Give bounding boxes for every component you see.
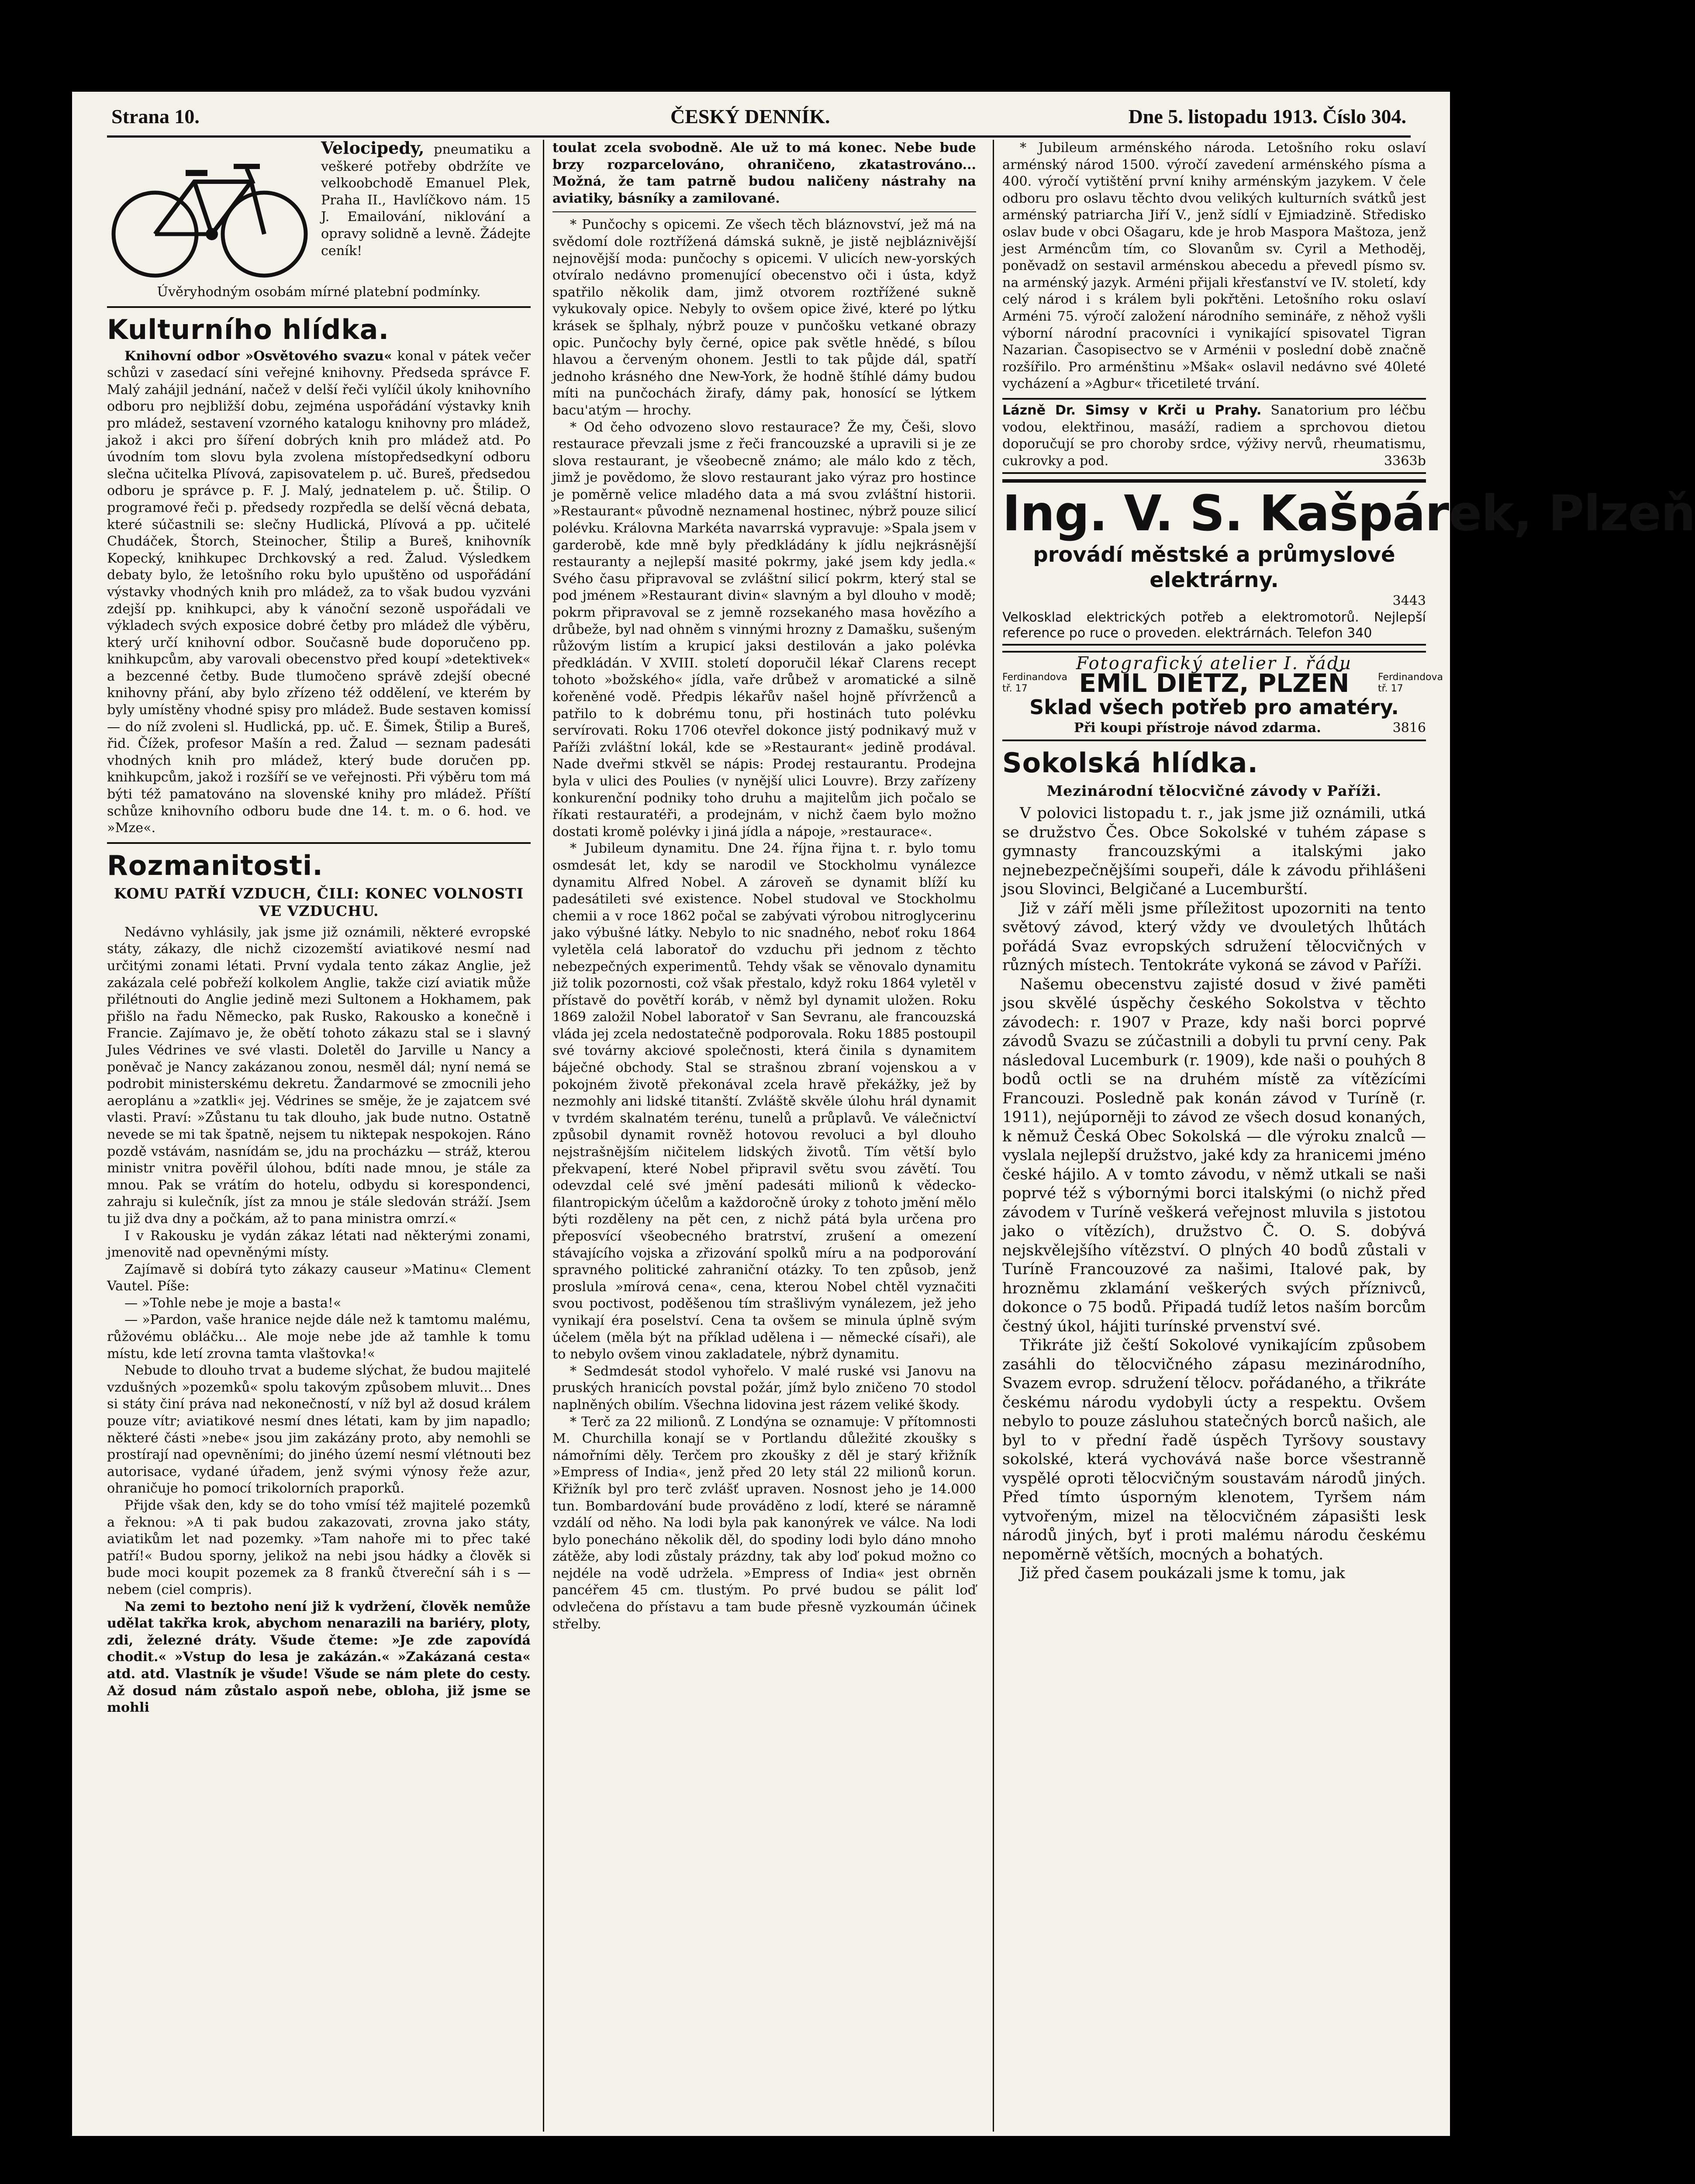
bicycle-icon — [107, 142, 312, 282]
divider — [552, 211, 976, 212]
paragraph: * Od čeho odvozeno slovo restaurace? Že my, Češi, slovo restaurace převzali jsme z řeči francouzské a upravili si je ze slova restaurant, je všeobecně známo; ale málo kdo z těch, jimž je povědomo, že slovo restaurant jako výraz pro hostince je poměrně velice mladého data a má svou zvláštní historii. »Restaurant« původně neznamenal hostinec, nýbrž pouze silicí polévku. Královna Markéta navarrská vypravuje: »Spala jsem v garderobě, kde mně byly předkládány k jídlu nejkrásnější restauranty a nejlepší masité pokrmy, jaké jsem kdy jedla.« Svého času připravoval se zvláštní silicí pokrm, který stal se pod jménem »Restaurant divin« slavným a byl dlouho v modě; pokrm připravoval se z jemně rozsekaného masa hovězího a drůbeže, byl nad ohněm s vinnými hrozny z Damašku, sušeným růžovým listím a krupicí jaksi destilován a jako polévka předkládán. V XVIII. století doporučil lékař Clarens recept tohoto »božského« jídla, vaře drůbež v aromatické a silně kořeněné vodě. Předpis lékařův našel hojně přívrženců a patřilo to k dobrému tonu, při hostinách tuto polévku servírovati. Roku 1706 otevřel dokonce jistý podnikavý muž v Paříži zvláštní lokál, kde se »Restaurant« jedině prodával. Nade dveřmi stkvěl se nápis: Prodej restaurantu. Prodejna byla v ulici des Poulies (v nynější ulici Louvre). Brzy zařízeny konkurenční podniky toho druhu a majitelům jich počalo se říkati restauratéři, a prodejnám, v nichž čaem bylo možno dostati kromě polévky i jiná jídla a nápoje, »restaurace«. — [552, 419, 976, 840]
culture-lead: Knihovní odbor »Osvětového svazu« — [124, 348, 392, 364]
dietz-top: Fotografický atelier I. řádu — [1076, 653, 1353, 674]
article-title: KOMU PATŘÍ VZDUCH, ČILI: KONEC VOLNOSTI VE VZDUCHU. — [114, 885, 524, 919]
column-2 — [552, 140, 976, 2132]
bike-ad-text: pneumatiku a veškeré potřeby obdržíte ve velkoobchodě Emanuel Plek, Praha II., Havlíčkovo nám. 15 J. Emailování, niklování a opravy solidně a levně. Žádejte ceník! — [321, 142, 531, 259]
paragraph: * Punčochy s opicemi. Ze všech těch bláznovství, jež má na svědomí dole roztřížená dámská sukně, je jistě nejbláznivější nejnovější moda: punčochy s opicemi. V ulicích new-yorských otvíralo nedávno promenující obecenstvo oči i ústa, když spatřilo několik dam, jimž otvorem roztřížené sukně vykukovaly opice. Nebyly to ovšem opice živé, které po lýtku krásek se šplhaly, nýbrž pouze v punčošku vetkané obrazy opic. Punčochy byly černé, opice pak světle hnědé, s bílou hlavou a červeným ohonem. Jestli to tak půjde dál, spatří jednoho krásného dne New-York, že hodně štíhlé dámy budou míti na punčochách žirafy, dámy pak, honosící se lýtkem bacu'atým — hrochy. — [552, 217, 976, 418]
lazne-ad — [1002, 398, 1426, 474]
sokol-subtitle: Mezinárodní tělocvičné závody v Paříži. — [1046, 782, 1382, 800]
paragraph: I v Rakousku je vydán zákaz létati nad některými zonami, jmenovitě nad opevněnými místy. — [107, 1228, 531, 1261]
paragraph: * Sedmdesát stodol vyhořelo. V malé ruské vsi Janovu na pruských hranicích povstal požár, jímž bylo zničeno 70 stodol naplněných obilím. Všechna lidovina jest rázem veliké škody. — [552, 1363, 976, 1413]
paragraph: Nebude to dlouho trvat a budeme slýchat, že budou majitelé vzdušných »pozemků« spolu takovým způsobem mluvit... Dnes si státy činí práva nad nekonečností, v níž byl až dosud králem pouze vítr; aviatikové nesmí dnes létati, kam by jim napadlo; některé části »nebe« jsou jim zakázány proto, aby nemohli se prostírají nad opevněními; do jiného území nesmí vlétnouti bez autorisace, vydané úřadem, jenž svými výnosy řeže azur, ohraničuje ho pomocí trikolorních praporků. — [107, 1363, 531, 1496]
dietz-sub: Sklad všech potřeb pro amatéry. — [1029, 695, 1399, 719]
paragraph: Nedávno vyhlásily, jak jsme již oznámili, některé evropské státy, zákazy, dle nichž cizozemští aviatikové nesmí nad určitými zonami létati. První vydala tento zákaz Anglie, jež zakázala celé pobřeží kolkolem Anglie, takže cizí aviatik může přilétnouti do Anglie jedině mezi Sultonem a Hokhamem, pak přišlo na řadu Německo, pak Rusko, Rakousko a konečně i Francie. Zajímavo je, že obětí tohoto zákazu stal se i slavný Jules Védrines ve své vlasti. Doletěl do Jarville u Nancy a poněvač je Nancy zakázanou zonou, nesměl dál; nyní nemá se podrobit ministerskému dekretu. Žandarmové se zmocnili jeho aeroplánu a »zatkli« jej. Védrines se směje, že je zajatcem své vlasti. Praví: »Zůstanu tu tak dlouho, jak bude nutno. Ostatně nevede se mi tak špatně, nejsem tu niktерak nespokojen. Ráno pozdě vstávám, nasnídám se, jdu na procházku — stráž, kterou ministr vnitra pověřil úlohou, bdíti nade mnou, je stále za mnou. Pak se vrátím do hotelu, odbydu si korespondenci, zahraju si kulečník, jíst za mnou je stále sledován stráží. Jsem tu již dva dny a počkám, až to pana ministra omrzí.« — [107, 924, 531, 1227]
bike-ad-lead: Velocipedy, — [321, 138, 425, 158]
kasparek-name: Ing. V. S. Kašpárek, Plzeň — [1002, 485, 1695, 543]
paragraph: Na zemi to beztoho není již k vydržení, člověk nemůže udělat takřka krok, abychom nenarazili na bariéry, ploty, zdi, železné dráty. Všude čteme: »Je zde zapovídá chodit.« »Vstup do lesa je zakázán.« »Zakázaná cesta« atd. atd. Vlastník je všude! Všude se nám plete do cesty. Až dosud nám zůstalo aspoň nebe, obloha, již jsme se mohli — [107, 1599, 531, 1716]
paragraph: * Terč za 22 milionů. Z Londýna se oznamuje: V přítomnosti M. Churchilla konají se v Portlandu důležité zkoušky s námořními děly. Terčem pro zkoušky z děl je starý křižník »Empress of India«, jenž před 20 lety stál 22 milionů korun. Křižník byl pro terč zvlášť upraven. Nosnost jeho je 14.000 tun. Bombardování bude prováděno z lodí, které se náramně vzdálí od něho. Na lodi byla pak kanonýrek ve válce. Na lodi bylo ponecháno několik děl, do spodiny lodi bylo dáno mnoho zátěže, aby lodi zůstaly prázdny, tak aby loď pokud možno co nejdéle na vodě udržela. »Empress of India« jest obrněn pancéřem 45 cm. tlustým. Po prvé budou se pálit loď odvlečena do přístavu a tam bude přesně vyzkoumán účinek střelby. — [552, 1414, 976, 1632]
dietz-num: 3816 — [1392, 720, 1426, 736]
column-rule-1 — [543, 140, 544, 2132]
kasparek-text: Velkosklad elektrických potřeb a elektromotorů. Nejlepší reference po ruce o proveden. elektrárnách. Telefon 340 — [1002, 609, 1426, 641]
column-1 — [107, 140, 531, 2132]
paragraph: — »Tohle nebe je moje a basta!« — [124, 1295, 342, 1311]
paragraph: * Jubileum dynamitu. Dne 24. října řijna t. r. bylo tomu osmdesát let, kdy se narodil ve Stockholmu vynálezce dynamitu Alfred Nobel. A zároveň se dynamit blíží ku padesátileti své existence. Nobel studoval ve Stockholmu chemii a v roce 1862 počal se zabývati výrobou nitroglycerinu jako výbušné látky. Nebylo to nic snadného, neboť roku 1864 vyletěla celá laboratoř do vzduchu při jednom z těchto nebezpečných experimentů. Tehdy však se věnovalo dynamitu již tolik pozornosti, což však přestalo, když roku 1864 vyletěl v přístavě do povětří koráb, v němž byl dynamit uložen. Roku 1869 založil Nobel laboratoř v San Sevranu, ale francouzská vláda jej zcela nedostatečně podporovala. Roku 1885 postoupil své továrny akciové společnosti, která činila s dynamitem báječné obchody. Stal se strašnou zbraní vojenskou a v pokojném životě překonával zcela hravě překážky, jež by nezmohly ani lidské titanští. Zvláště skvěle úlohu hrál dynamit v tvrdém skalnatém terénu, tunelů a průplavů. Ve válečnictví způsobil dynamit rovněž hotovou revoluci a byl dlouho nejstrašnějším ničitelem lidských životů. Tím větší bylo překvapení, které Nobel připravil světu svou závětí. Tou odevzdal celé své jmění padesáti milionů k vědecko-filantropickým účelům a každoročně úroky z tohoto jmění mělo býti rozděleny na pět cen, z nichž pátá byla určena pro přeposvící všeobecného bratrství, zrušení a omezení stávajícího vojska a zřizování spolků míru a na podporování spravného politické zahraniční otázky. To ten způsob, jenž proslula »mírová cena«, cena, kterou Nobel chtěl vyznačiti svou poctivost, poděšenou tím strašlivým vynálezem, jež jeho vynikají éra poselství. Cena ta ovšem se minula úplně svým účelem (měla být na příklad udělena i — německé císaři), ale to nebylo ovšem vinou zakladatele, nýbrž dynamitu. — [552, 841, 976, 1362]
kasparek-ad — [1002, 479, 1695, 646]
lazne-num: 3363b — [1384, 453, 1426, 469]
issue-date: Dne 5. listopadu 1913. Číslo 304. — [1128, 105, 1406, 128]
culture-text: konal v pátek večer schůzi v zasedací síni veřejné knihovny. Předseda správce F. Malý zahájil jednání, načež v delší řeči vylíčil úkoly knihovního odboru pro nejbližší dobu, zejména uspořádání výstavky knih pro mládež, sestavení vzorného katalogu knihovny pro mládež, jakož i akci pro šíření dobrých knih pro mládež atd. Po úvodním tom slovu byla zvolena místopředsedkyní odboru slečna učitelka Plívová, zapisovatelem p. uč. Bureš, předsedou odboru je správce p. F. J. Malý, jednatelem p. uč. Štilip. O programové řeči p. předsedy rozpředla se delší věcná debata, které súčastnili se: slečny Hudlická, Plívová a pp. učitelé Chudáček, Štorch, Steinocher, Štilip a Bureš, knihovník Kopecký, knihkupec Drchkovský a red. Žalud. Výsledkem debaty bylo, že letošního roku bylo upuštěno od uspořádání výstavky vhodných knih pro mládež, za to však budou vyzváni zdejší pp. knihkupci, aby k vánoční sezoně uspořádali ve výkladech svých exposice dobré četby pro mládež dle výběru, který určí knihovní odbor. Současně bude doporučeno pp. knihkupcům, aby varovali obecenstvo před koupí »detektivek« a bezcenné četby. Bude tlumočeno správě zdejší obecné knihovny přání, aby bylo zřízeno též oddělení, ve kterém by byly umístěny vhodné spisy pro mládež. Bude sestaven komissí — do níž zvoleni sl. Hudlická, pp. uč. E. Šimek, Štilip a Bureš, řid. Čížek, profesor Mašín a red. Žalud — seznam padesáti vhodných knih pro mládež, který bude doručen pp. knihkupcům, jakož i rozšíří se ve veřejnosti. Při výběru tom má býti též pamatováno na slovenské knihy pro mládež. Příští schůze knihovního odboru bude dne 14. t. m. o 6. hod. ve »Mze«. — [107, 348, 531, 836]
lazne-title: Lázně Dr. Simsy v Krči u Prahy. — [1002, 402, 1262, 418]
column-3 — [1002, 140, 1695, 2132]
column-rule-2 — [993, 140, 994, 2132]
divider — [107, 306, 531, 308]
paragraph: Již v září měli jsme příležitost upozorniti na tento světový závod, který vždy ve dvouletých lhůtách pořádá Svaz evropských sdružení tělocvičných v různých místech. Tentokráte vykoná se závod v Paříži. — [1002, 899, 1426, 975]
dietz-small: Při koupi přístroje návod zdarma. — [1074, 720, 1321, 736]
paragraph: Již před časem poukázali jsme k tomu, jak — [1020, 1565, 1345, 1583]
kasparek-sub: provádí městské a průmyslové elektrárny. — [1033, 543, 1395, 593]
lazne-text: Sanatorium pro léčbu vodou, elektřinou, masáží, radiem a sprchovou dietou doporučují se pro choroby srdce, výživy nervů, rheumatismu, cukrovky a pod. — [1002, 402, 1426, 469]
header-rule — [107, 135, 1411, 138]
culture-section-title: Kulturního hlídka. — [107, 313, 390, 346]
paragraph: Našemu obecenstvu zajisté dosud v živé paměti jsou skvělé úspěchy českého Sokolstva v těchto závodech: r. 1907 v Praze, kdy naši borci poprvé závodů Svazu se zúčastnili a dobyli tu první ceny. Pak následoval Lucemburk (r. 1909), kde naši o pouhých 8 bodů octli se na druhém místě za vítězícími Francouzi. Posledně pak konán závod v Turíně (r. 1911), nejúporněji to závod ze všech dosud konaných, k němuž Česká Obec Sokolská — dle výroku znalců — vyslala nejlepší družstvo, jaké kdy za hranicemi jméno české hájilo. A v tomto závodu, v němž utkali se naši poprvé též s výbornými borci italskými (o nichž před závodem v Turíně veškerá veřejnost mluvila s jistotou jako o vítězích), družstvo Č. O. S. dobývá nejskvělejšího vítězství. O plných 40 bodů zůstali v Turíně Francouzové za našimi, Italové pak, by hrozněmu zklamání veškerých svých příznivců, dokonce o 75 bodů. Připadá tudíž letos naším borcům čestný úkol, hájiti turínské prvenství své. — [1002, 975, 1426, 1335]
kasparek-num: 3443 — [1392, 593, 1426, 609]
paragraph: Přijde však den, kdy se do toho vmísí též majitelé pozemků a řeknou: »A ti pak budou zakazovati, zrovna jako státy, aviatikům let nad pozemky. »Tam nahoře mi to přec také patří!« Budou sporny, jelikož na nebi jsou hádky a člověk si bude moci koupit pozemek za 8 franků čtvereční sáh i s — nebem (ciel compris). — [107, 1498, 531, 1597]
dietz-right: Ferdinandova tř. 17 — [1377, 672, 1443, 695]
paragraph: V polovici listopadu t. r., jak jsme již oznámili, utká se družstvo Čes. Obce Sokolské v tuhém zápase s gymnasty francouzskými a italskými jako nejnebezpečnějšími soupeři, dále k závodu přihlášeni jsou Slovinci, Belgičané a Lucemburští. — [1002, 805, 1426, 898]
paragraph: Zajímavě si dobírá tyto zákazy causeur »Matinu« Clement Vautel. Píše: — [107, 1261, 531, 1294]
paragraph: Třikráte již čeští Sokolové vynikajícím způsobem zasáhli do tělocvičného zápasu mezinárodního, Svazem evrop. sdružení tělocv. pořádaného, a třikráte českému národu vydobyli úcty a respektu. Ovšem nebylo to pouze zásluhou statečných borců našich, ale byl to v přední řadě úspěch Tyršovy soustavy sokolské, která vychovává naše borce všestranně vyspělé oproti tělocvičným soustavám národů jiných. Před tímto úsporným klenotem, Tyršem nám vytvořeným, mizel na tělocvičném zápasišti lesk národů jiných, byť i proti malému národu českému nepoměrně větších, mocných a bohatých. — [1002, 1337, 1426, 1563]
paragraph: * Jubileum arménského národa. Letošního roku oslaví arménský národ 1500. výročí zavedení arménského písma a 400. výročí vytištění první knihy arménským jazykem. V čele odboru pro oslavu těchto dvou velikých kulturních svátků jest arménský patriarcha Jiří V., jenž sídlí v Ejmiadzině. Středisko oslav bude v obci Ošagaru, kde je hrob Maspora Maštoza, jenž jest Arméncům tím, co Slovanům sv. Cyril a Methoděj, poněvadž on sestavil arménskou abecedu a převedl písmo sv. na arménský jazyk. Arméni přijali křesťanství ve IV. století, kdy celý národ i s králem byli pokřtěni. Letošního roku oslaví Arméni 75. výročí založení národního semináře, z něhož vyšli výborní národní pracovníci i vynikající spisovatel Tigran Nazarian. Časopisectvo se v Arménii v poslední době značně rozšířilo. Pro arménštinu »Mšak« oslavil nedávno své 40leté vycházení a »Agbur« třicetileté trvání. — [1002, 140, 1426, 392]
sokol-section-title: Sokolská hlídka. — [1002, 747, 1258, 779]
misc-section-title: Rozmanitosti. — [107, 849, 323, 881]
dietz-left: Ferdinandova tř. 17 — [1002, 672, 1068, 695]
dietz-ad — [1002, 651, 1443, 741]
paragraph: — »Pardon, vaše hranice nejde dále než k tamtomu malému, růžovému obláčku... Ale moje nebe jde až tamhle k tomu místu, kde letí zrovna tamta vlaštovka!« — [107, 1312, 531, 1362]
masthead: ČESKÝ DENNÍK. — [670, 105, 830, 128]
page-number: Strana 10. — [111, 105, 200, 128]
bicycle-ad — [107, 140, 531, 301]
bike-ad-footer: Úvěryhodným osobám mírné platební podmínky. — [157, 284, 481, 300]
page-header — [111, 105, 1406, 131]
paragraph: toulat zcela svobodně. Ale už to má konec. Nebe bude brzy rozparcelováno, ohraničeno, zkatastrováno... Možná, že tam patrně budou naličeny nástrahy na aviatiky, básníky a zamilované. — [552, 140, 976, 206]
divider — [107, 842, 531, 844]
newspaper-page — [72, 92, 1695, 2136]
dietz-name: EMIL DIETZ, PLZEŇ — [1079, 668, 1350, 698]
